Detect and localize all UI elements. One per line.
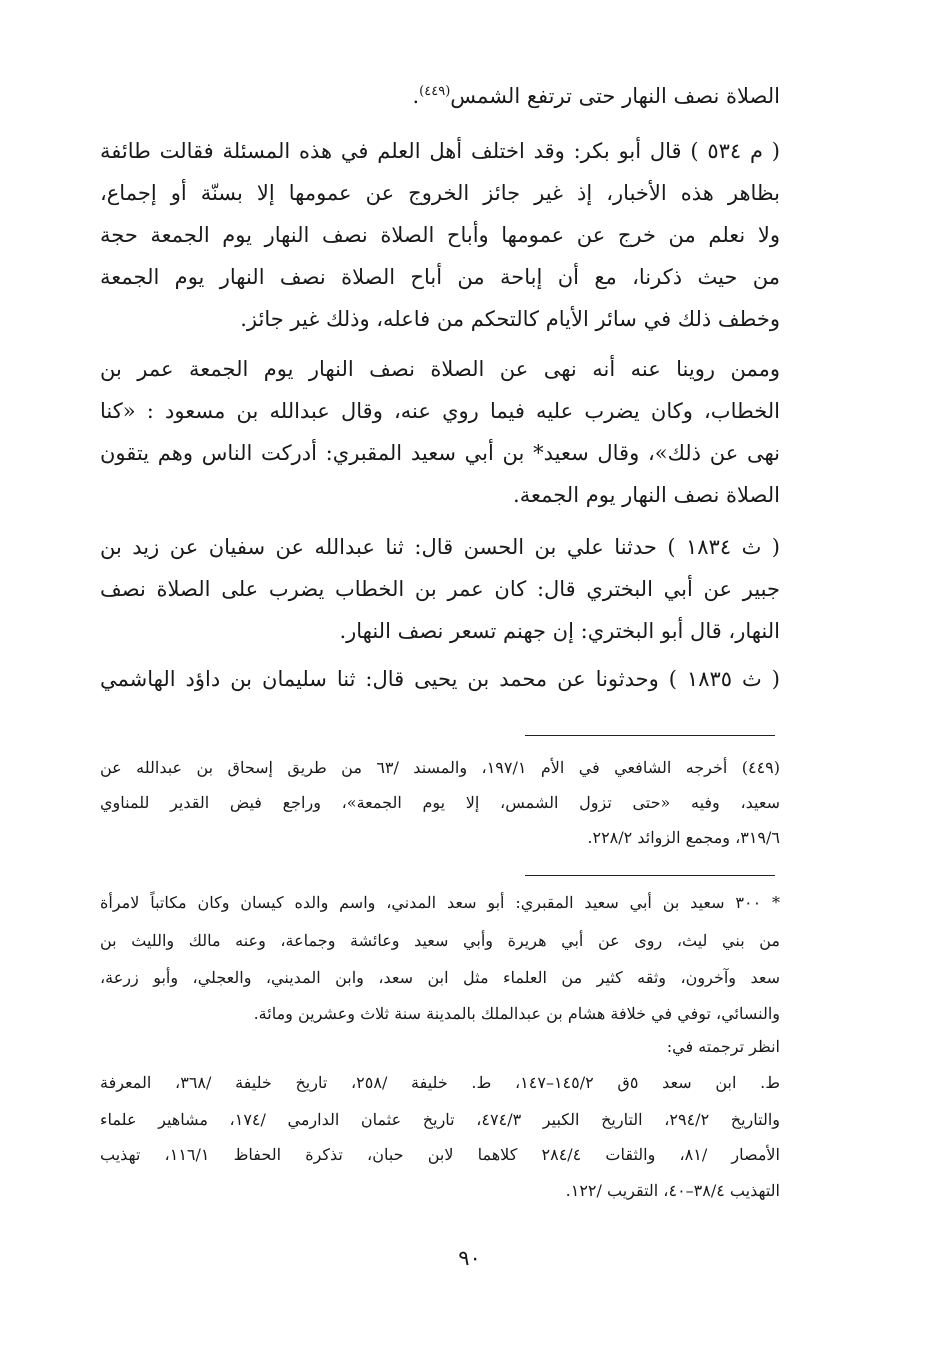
paragraph-t1834-line: النهار، قال أبو البختري: إن جهنم تسعر نصف النهار. — [339, 619, 780, 643]
biography-line: والنسائي، توفي في خلافة هشام بن عبدالملك بالمدينة سنة ثلاث وعشرين ومائة. — [253, 1004, 780, 1023]
biography-line: سعد وآخرون، وثقه كثير من العلماء مثل ابن سعد، وابن المديني، والعجلي، وأبو زرعة، — [100, 968, 780, 987]
paragraph-m534-line: من حيث ذكرنا، مع أن إباحة من أباح الصلاة نصف النهار يوم الجمعة — [100, 265, 780, 289]
page-number: ٩٠ — [458, 1246, 481, 1270]
biography-source-line: ط. ابن سعد ٥ق ١٤٥/٢–١٤٧، ط. خليفة /٢٥٨، تاريخ خليفة /٣٦٨، المعرفة — [100, 1073, 780, 1092]
continuation-text: الصلاة نصف النهار حتى ترتفع الشمس — [450, 84, 780, 108]
paragraph-t1835-line: ( ث ١٨٣٥ ) وحدثونا عن محمد بن يحيى قال: ثنا سليمان بن داؤد الهاشمي — [100, 667, 780, 691]
continuation-line — [100, 76, 780, 116]
paragraph-reported-line: نهى عن ذلك»، وقال سعيد* بن أبي سعيد المقبري: أدركت الناس وهم يتقون — [100, 441, 780, 465]
footnote-ref-449: (٤٤٩) — [419, 84, 451, 99]
continuation-end: . — [412, 84, 420, 108]
footnote-separator — [525, 735, 775, 736]
paragraph-m534-line: وخطف ذلك في سائر الأيام كالتحكم من فاعله، وذلك غير جائز. — [240, 307, 780, 331]
paragraph-m534-line: ولا نعلم من خرج عن عمومها وأباح الصلاة نصف النهار يوم الجمعة حجة — [100, 223, 780, 247]
paragraph-t1834-line: جبير عن أبي البختري قال: كان عمر بن الخطاب يضرب على الصلاة نصف — [100, 577, 780, 601]
paragraph-reported-line: الخطاب، وكان يضرب عليه فيما روي عنه، وقال عبدالله بن مسعود : «كنا — [100, 399, 780, 423]
paragraph-reported-line: وممن روينا عنه أنه نهى عن الصلاة نصف النهار يوم الجمعة عمر بن — [100, 357, 780, 381]
paragraph-t1834-line: ( ث ١٨٣٤ ) حدثنا علي بن الحسن قال: ثنا عبدالله عن سفيان عن زيد بن — [100, 535, 780, 559]
biography-line: من بني ليث، روى عن أبي هريرة وأبي سعيد وعائشة وجماعة، وعنه مالك والليث بن — [100, 931, 780, 950]
see-translation-label: انظر ترجمته في: — [666, 1037, 780, 1056]
biography-line: * ٣٠٠ سعيد بن أبي سعيد المقبري: أبو سعد المدني، واسم والده كيسان وكان مكاتباً لامرأة — [100, 893, 780, 912]
biography-separator — [525, 875, 775, 876]
biography-source-line: الأمصار /٨١، والثقات ٢٨٤/٤ كلاهما لابن حبان، تذكرة الحفاظ ١١٦/١، تهذيب — [100, 1145, 780, 1164]
paragraph-m534-line: بظاهر هذه الأخبار، إذ غير جائز الخروج عن عمومها إلا بسنّة أو إجماع، — [100, 181, 780, 205]
footnote-449-line: سعيد، وفيه «حتى تزول الشمس، إلا يوم الجمعة»، وراجع فيض القدير للمناوي — [100, 793, 780, 812]
footnote-449-line: ٣١٩/٦، ومجمع الزوائد ٢٢٨/٢. — [587, 828, 780, 847]
footnote-449-line: (٤٤٩) أخرجه الشافعي في الأم ١٩٧/١، والمسند /٦٣ من طريق إسحاق بن عبدالله عن — [100, 758, 780, 777]
paragraph-reported-line: الصلاة نصف النهار يوم الجمعة. — [513, 483, 780, 507]
paragraph-m534-line: ( م ٥٣٤ ) قال أبو بكر: وقد اختلف أهل العلم في هذه المسئلة فقالت طائفة — [100, 139, 780, 163]
biography-source-line: التهذيب ٣٨/٤–٤٠، التقريب /١٢٢. — [565, 1181, 780, 1200]
biography-source-line: والتاريخ ٢٩٤/٢، التاريخ الكبير ٤٧٤/٣، تاريخ عثمان الدارمي /١٧٤، مشاهير علماء — [100, 1110, 780, 1129]
